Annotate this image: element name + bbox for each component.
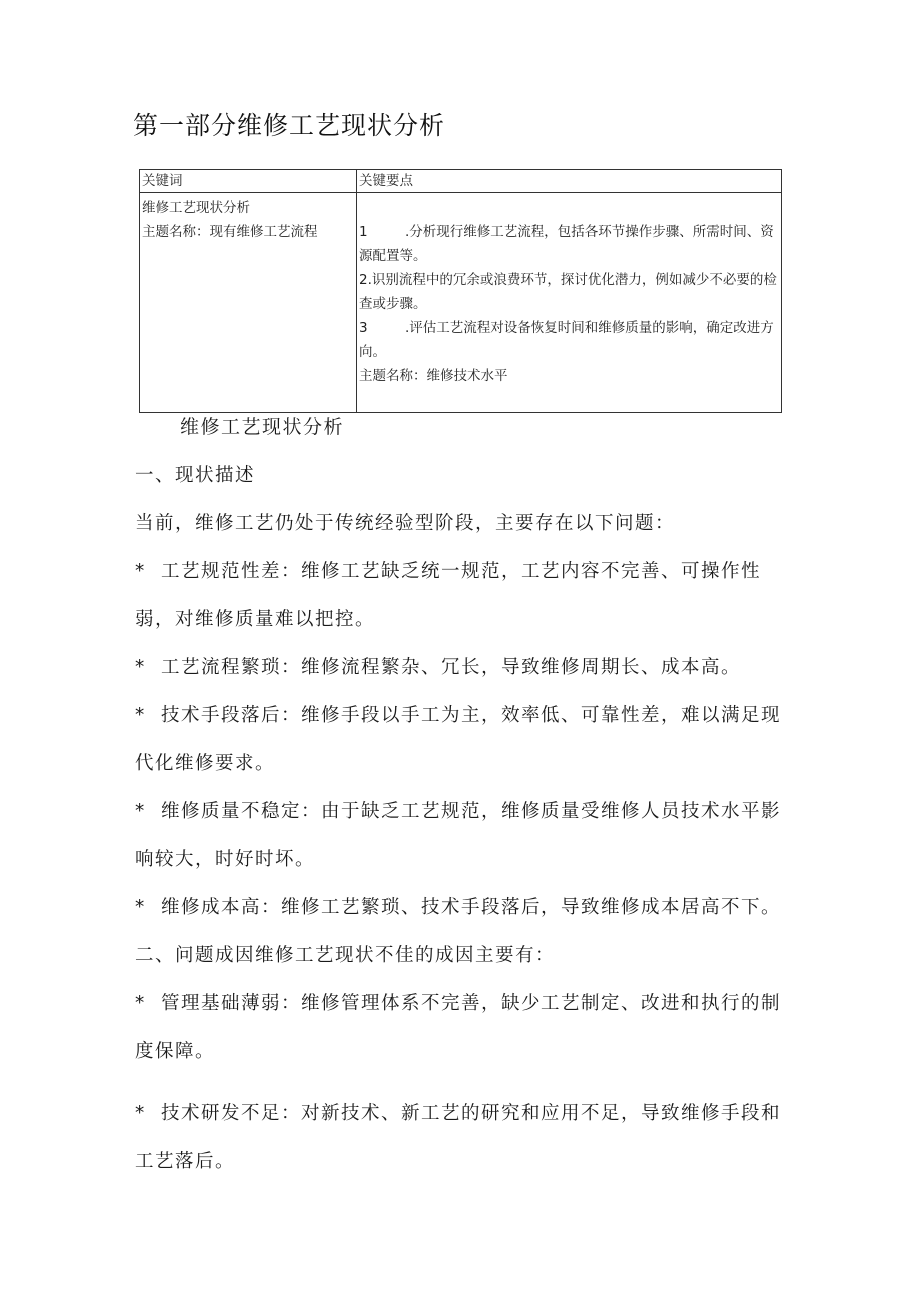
bullet-item: [135, 692, 795, 788]
asterisk-icon: *: [135, 657, 146, 678]
heading-status: 一、现状描述: [135, 465, 256, 486]
point-number: 2: [359, 272, 368, 288]
topic-name-line: 主题名称：现有维修工艺流程: [142, 224, 318, 240]
bullet-text: 维修质量不稳定：由于缺乏工艺规范，维修质量受维修人员技术水平影响较大，时好时坏。: [135, 801, 782, 870]
header-keywords: 关键词: [140, 170, 357, 193]
asterisk-icon: *: [135, 801, 146, 822]
point-text: .分析现行维修工艺流程，包括各环节操作步骤、所需时间、资源配置等。: [359, 224, 774, 264]
next-topic-line: 主题名称：维修技术水平: [359, 368, 508, 384]
point-text: .评估工艺流程对设备恢复时间和维修质量的影响，确定改进方向。: [359, 320, 774, 360]
keyword-cell: [140, 193, 357, 413]
bullet-text: 工艺流程繁琐：维修流程繁杂、冗长，导致维修周期长、成本高。: [161, 657, 742, 678]
bullet-text: 工艺规范性差：维修工艺缺乏统一规范，工艺内容不完善、可操作性弱，对维修质量难以把控。: [135, 561, 762, 630]
bullet-item: [135, 980, 795, 1076]
point-text: .识别流程中的冗余或浪费环节，探讨优化潜力，例如减少不必要的检查或步骤。: [359, 272, 777, 312]
keyword-line: 维修工艺现状分析: [142, 200, 250, 216]
point-item: [359, 220, 779, 268]
bullet-text: 维修成本高：维修工艺繁琐、技术手段落后，导致维修成本居高不下。: [161, 897, 782, 918]
asterisk-icon: *: [135, 561, 146, 582]
body-content: [135, 452, 795, 1186]
bullet-text: 技术研发不足：对新技术、新工艺的研究和应用不足，导致维修手段和工艺落后。: [135, 1103, 782, 1172]
section-title: 维修工艺现状分析: [180, 416, 345, 438]
bullet-text: 技术手段落后：维修手段以手工为主，效率低、可靠性差，难以满足现代化维修要求。: [135, 705, 782, 774]
bullet-item: [135, 884, 795, 932]
keyword-table: [139, 169, 782, 413]
table-header-row: [140, 170, 782, 193]
bullet-item: [135, 548, 795, 644]
asterisk-icon: *: [135, 993, 146, 1014]
bullet-item: [135, 1090, 795, 1186]
intro-paragraph: 当前，维修工艺仍处于传统经验型阶段，主要存在以下问题：: [135, 513, 676, 534]
page-title: 第一部分维修工艺现状分析: [133, 111, 446, 140]
point-item: [359, 316, 779, 364]
asterisk-icon: *: [135, 705, 146, 726]
heading-causes: 二、问题成因维修工艺现状不佳的成因主要有：: [135, 945, 556, 966]
point-number: 3: [359, 320, 368, 336]
point-item: [359, 268, 779, 316]
asterisk-icon: *: [135, 897, 146, 918]
bullet-item: [135, 788, 795, 884]
bullet-text: 管理基础薄弱：维修管理体系不完善，缺少工艺制定、改进和执行的制度保障。: [135, 993, 782, 1062]
asterisk-icon: *: [135, 1103, 146, 1124]
bullet-item: [135, 644, 795, 692]
header-key-points: 关键要点: [357, 170, 782, 193]
point-number: 1: [359, 224, 368, 240]
key-points-cell: [357, 193, 782, 413]
table-row: [140, 193, 782, 413]
